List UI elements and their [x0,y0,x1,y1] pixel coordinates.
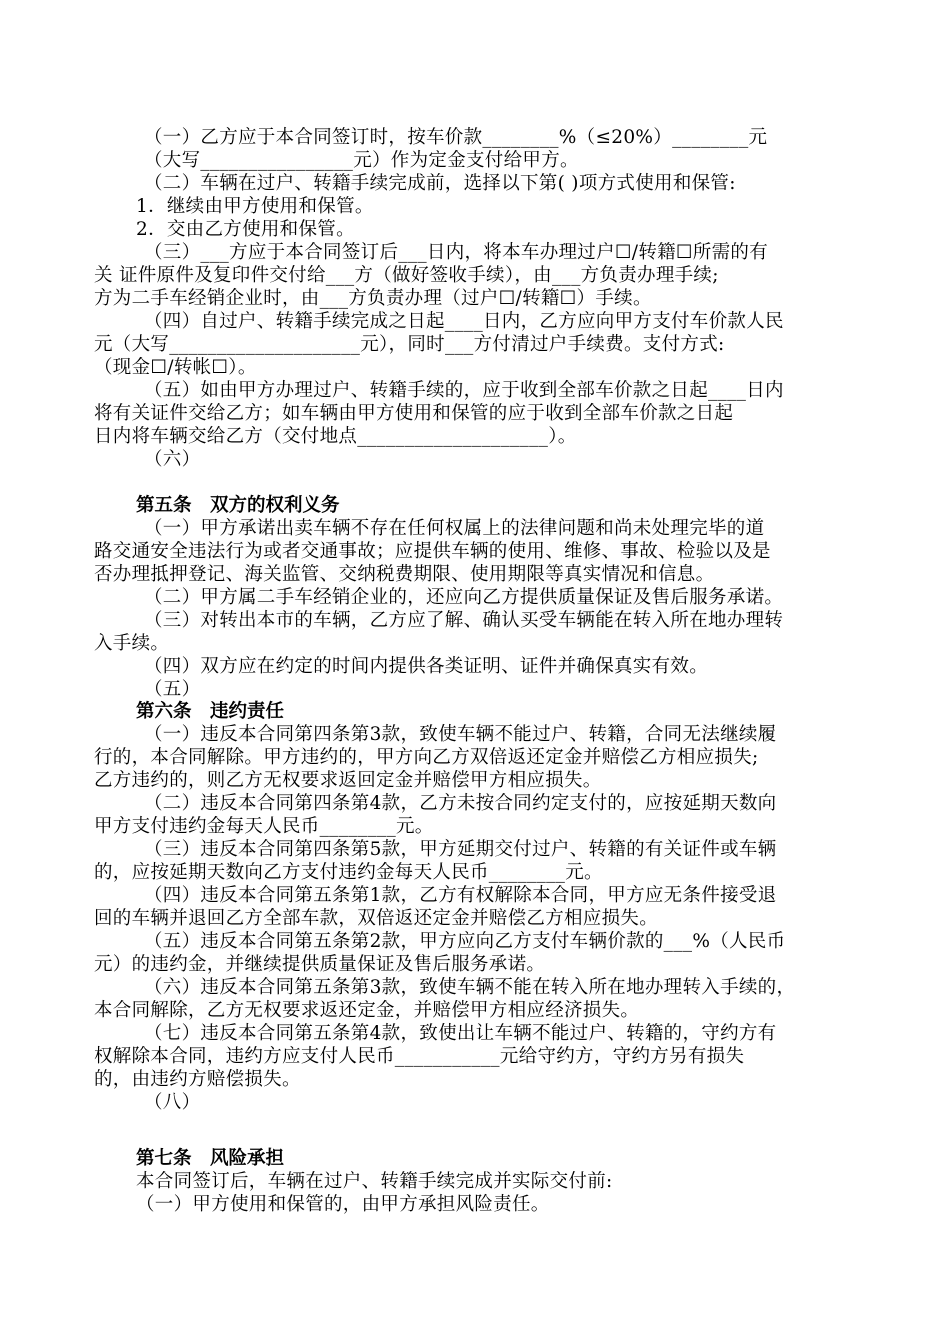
clause-6-3-line-2: 的，应按延期天数向乙方支付违约金每天人民币________元。 [94,862,603,883]
clause-5-3-line-1: （三）对转出本市的车辆，乙方应了解、确认买受车辆能在转入所在地办理转 [144,610,784,631]
article-6-heading: 第六条 违约责任 [136,701,285,722]
clause-6-6-line-1: （六）违反本合同第五条第3款，致使车辆不能在转入所在地办理转入手续的， [144,977,796,998]
clause-6-3-line-1: （三）违反本合同第四条第5款，甲方延期交付过户、转籍的有关证件或车辆 [144,839,777,860]
clause-6-5-line-2: 元）的违约金，并继续提供质量保证及售后服务承诺。 [94,954,546,975]
clause-4-2-line-1: （二）车辆在过户、转籍手续完成前，选择以下第( )项方式使用和保管: [144,173,736,194]
clause-6-2-line-1: （二）违反本合同第四条第4款，乙方未按合同约定支付的，应按延期天数向 [144,793,777,814]
option-2: 2．交由乙方使用和保管。 [136,219,355,240]
clause-4-6: （六） [144,449,201,470]
clause-6-6-line-2: 本合同解除，乙方无权要求返还定金，并赔偿甲方相应经济损失。 [94,1000,640,1021]
article-5-heading: 第五条 双方的权利义务 [136,495,340,516]
clause-5-4: （四）双方应在约定的时间内提供各类证明、证件并确保真实有效。 [144,656,709,677]
clause-6-1-line-2: 行的，本合同解除。甲方违约的，甲方向乙方双倍返还定金并赔偿乙方相应损失; [94,747,759,768]
article-7-intro: 本合同签订后，车辆在过户、转籍手续完成并实际交付前: [136,1171,613,1192]
clause-4-1-line-2: （大写________________元）作为定金支付给甲方。 [144,150,579,171]
clause-6-7-line-2: 权解除本合同，违约方应支付人民币___________元给守约方，守约方另有损失 [94,1046,745,1067]
clause-6-8: （八） [144,1092,201,1113]
clause-7-1: （一）甲方使用和保管的，由甲方承担风险责任。 [136,1194,550,1215]
clause-6-7-line-1: （七）违反本合同第五条第4款，致使出让车辆不能过户、转籍的，守约方有 [144,1023,777,1044]
clause-4-4-line-2: 元（大写____________________元），同时___方付清过户手续费。支付方式: [94,334,725,355]
clause-6-1-line-3: 乙方违约的，则乙方无权要求返回定金并赔偿甲方相应损失。 [94,770,602,791]
clause-4-3-line-3: 方为二手车经销企业时，由___方负责办理（过户☐/转籍☐）手续。 [94,288,652,309]
clause-5-2: （二）甲方属二手车经销企业的，还应向乙方提供质量保证及售后服务承诺。 [144,587,784,608]
clause-6-4-line-1: （四）违反本合同第五条第1款，乙方有权解除本合同，甲方应无条件接受退 [144,885,777,906]
clause-4-4-line-1: （四）自过户、转籍手续完成之日起____日内，乙方应向甲方支付车价款人民 [144,311,784,332]
clause-6-4-line-2: 回的车辆并退回乙方全部车款，双倍返还定金并赔偿乙方相应损失。 [94,908,659,929]
clause-4-3-line-1: （三）___方应于本合同签订后___日内，将本车办理过户☐/转籍☐所需的有 [144,242,769,263]
clause-4-5-line-1: （五）如由甲方办理过户、转籍手续的，应于收到全部车价款之日起____日内 [144,380,784,401]
clause-5-3-line-2: 入手续。 [94,633,170,654]
clause-5-1-line-3: 否办理抵押登记、海关监管、交纳税费期限、使用期限等真实情况和信息。 [94,564,715,585]
clause-4-5-line-3: 日内将车辆交给乙方（交付地点____________________）。 [94,426,577,447]
clause-6-1-line-1: （一）违反本合同第四条第3款，致使车辆不能过户、转籍，合同无法继续履 [144,724,777,745]
clause-4-5-line-2: 将有关证件交给乙方；如车辆由甲方使用和保管的应于收到全部车价款之日起 [94,403,734,424]
clause-6-5-line-1: （五）违反本合同第五条第2款，甲方应向乙方支付车辆价款的___%（人民币 [144,931,786,952]
article-7-heading: 第七条 风险承担 [136,1148,285,1169]
clause-5-5: （五） [144,679,201,700]
clause-6-2-line-2: 甲方支付违约金每天人民币________元。 [94,816,434,837]
clause-4-3-line-2: 关 证件原件及复印件交付给___方（做好签收手续），由___方负责办理手续; [94,265,719,286]
option-1: 1．继续由甲方使用和保管。 [136,196,374,217]
clause-6-7-line-3: 的，由违约方赔偿损失。 [94,1069,301,1090]
clause-5-1-line-2: 路交通安全违法行为或者交通事故；应提供车辆的使用、维修、事故、检验以及是 [94,541,771,562]
clause-4-1-line-1: （一）乙方应于本合同签订时，按车价款________%（≤20%）________元 [144,127,768,148]
clause-4-4-line-3: （现金☐/转帐☐）。 [94,357,257,378]
clause-5-1-line-1: （一）甲方承诺出卖车辆不存在任何权属上的法律问题和尚未处理完毕的道 [144,518,765,539]
